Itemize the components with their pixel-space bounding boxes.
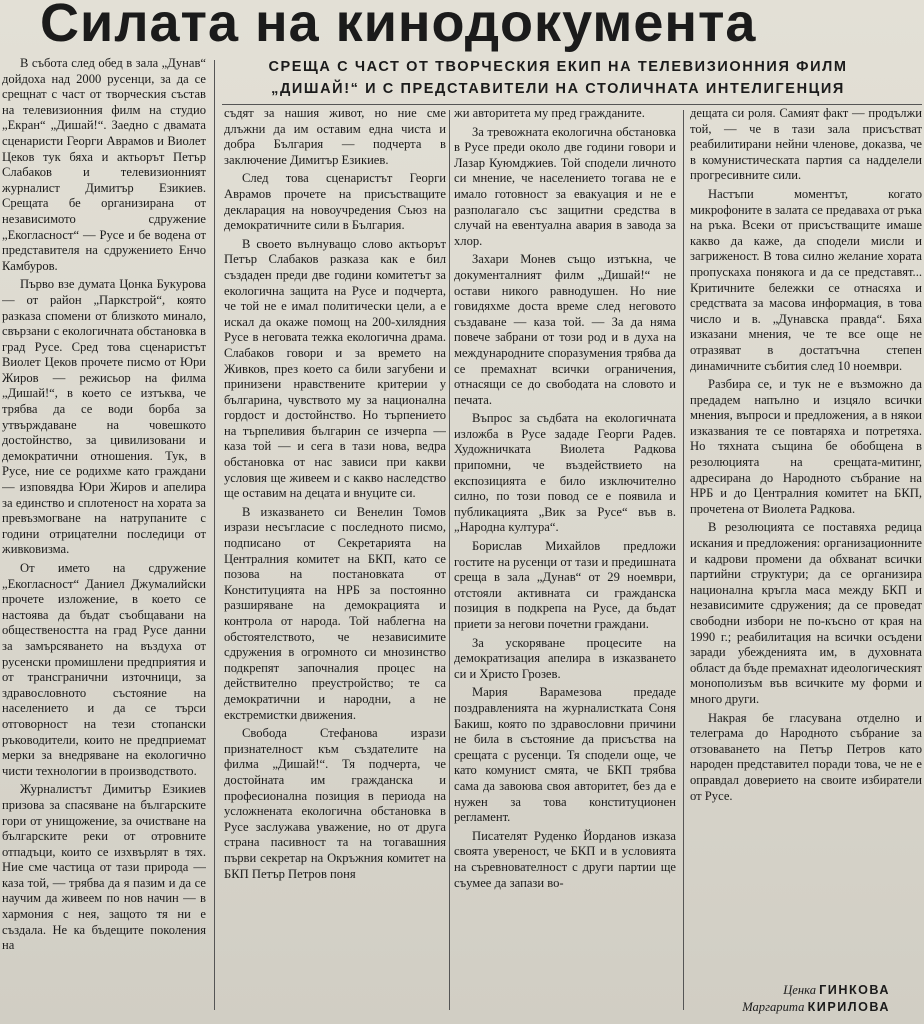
paragraph: Писателят Руденко Йорданов изказа своята увереност, че БКП и в условията на съревнователност с други партии ще съумее да запази во- [454, 828, 676, 890]
paragraph: жи авторитета му пред гражданите. [454, 106, 645, 120]
subheadline-line-2: „ДИШАЙ!“ И С ПРЕДСТАВИТЕЛИ НА СТОЛИЧНАТА ИНТЕЛИГЕНЦИЯ [271, 81, 845, 97]
paragraph: Захари Монев също изтъкна, че документалният филм „Дишай!“ не остави никого равнодушен. Но ние говидяхме доста време след неговото създаване — каза той. — За да няма повече забрани от този род и в духа на международните споразумения трябва да се премахнат всички ограничения, отнасящи се до свободата на словото и печата. [454, 252, 676, 407]
paragraph: Първо взе думата Цонка Букурова — от район „Паркстрой“, която разказа спомени от близкото минало, свързани с екологичната обстановка в град Русе. Сред това сценаристът Виолет Цеков прочете писмо от Юри Жиров — режисьор на филма „Дишай!“, в което се изтъква, че трябва да се води борба за утвърждаване на човешкото достойнство, за цивилизовани и демократични отношения. Тук, в Русе, ние се родихме като граждани — изповядва Юри Жиров и апелира за единство и сплотеност на хората за превъзмогване на натрупаните с години отрицателни последици от живковизма. [2, 277, 206, 557]
author-1-last-name: ГИНКОВА [819, 983, 890, 997]
paragraph: Въпрос за съдбата на екологичната изложба в Русе зададе Георги Радев. Художничката Виолета Радкова припомни, че въздействието на експозицията е било изключително силно, по този повод се е появила и публикацията „Вик за Русе“ във в. „Народна култура“. [454, 411, 676, 535]
author-2 [690, 999, 890, 1016]
paragraph: За тревожната екологична обстановка в Русе преди около две години говори и Лазар Куюмджиев. Той сподели личното си мнение, че населението тогава не е имало готовност за евакуация и не е разполагало със защитни средства в случай на евентуална авария в завода за хлор. [454, 124, 676, 248]
author-1-first-name: Ценка [783, 983, 816, 997]
paragraph: Настъпи моментът, когато микрофоните в залата се предаваха от ръка на ръка. Всеки от присъстващите имаше какво да каже, да сподели мисли и загриженост. В това силно желание хората пропускаха понякога и да се представят... Критичните бележки се отнасяха и средствата за масова информация, в това число и в. „Дунавска правда“. Бяха изказани мнения, че те все още не отразяват в достатъчна степен динамичните събития след 10 ноември. [690, 186, 922, 373]
author-1 [690, 982, 890, 999]
column-divider-2 [449, 110, 450, 1010]
paragraph: В изказването си Венелин Томов изрази несъгласие с последното писмо, подписано от Секретарията на Централния комитет на БКП, като се позова на постановката от Конституцията на НРБ за постоянно разширяване на демокрацията и контрола от народа. Той наблегна на обстоятелството, че независимите сдружения в огромното си мнозинство подкрепят започналия процес на действително преустройство; те са демократични и народни, а не екстремистки движения. [224, 504, 446, 722]
paragraph: След това сценаристът Георги Аврамов прочете на присъстващите декларация на новоучредения Съюз на демократичните сили в България. [224, 171, 446, 233]
author-signature [690, 982, 890, 1016]
paragraph: Разбира се, и тук не е възможно да предадем напълно и изцяло всички мнения, въпроси и предложения, а в някои изказвания те се повтаряха и потретяха. Но тяхната същина бе обобщена в резолюцията на срещата-митинг, адресирана до Народното събрание на НРБ и до Централния комитет на БКП, прочетена от Виолета Радкова. [690, 377, 922, 516]
paragraph: Борислав Михайлов предложи гостите на русенци от тази и предишната среща в зала „Дунав“ от 29 ноември, отстояли активната си гражданска позиция в подкрепа на Русе, да бъдат приети за негови почетни граждани. [454, 539, 676, 631]
author-2-last-name: КИРИЛОВА [807, 1000, 890, 1014]
paragraph: В резолюцията се поставяха редица искания и предложения: организационните и кадрови промени да обхванат всички партийни структури; да се организира национална кръгла маса между БКП и независимите сдружения; да се проведат свободни избори не по-късно от края на 1990 г.; реабилитация на всички осъдени заради убежденията им, в духовната област да бъде премахнат идеологическият монополизъм във всичките му форми и много други. [690, 520, 922, 706]
author-2-first-name: Маргарита [742, 1000, 805, 1014]
column-divider-3 [683, 110, 684, 1010]
paragraph: Накрая бе гласувана отделно и телеграма до Народното събрание за отзоваването на Петър Петров като народен представител поради това, че не е оправдал доверието на своите избиратели от Русе. [690, 710, 922, 803]
paragraph: Журналистът Димитър Езикиев призова за спасяване на българските гори от унищожение, за очистване на българските реки от отровните отпадъци, които се изхвърлят в тях. Ние сме частица от тази природа — каза той, — трябва да я пазим и да се научим да живеем по нов начин — в хармония с нея, защото тя ни е създала. Не ка бъдещите поколения на [2, 782, 206, 953]
article-subheadline [228, 56, 888, 100]
paragraph: В събота след обед в зала „Дунав“ дойдоха над 2000 русенци, за да се срещнат с част от творческия състав на телевизионния филм на студио „Екран“ „Дишай!“. Заедно с двамата сценаристи Георги Аврамов и Виолет Цеков тук бяха и актьорът Петър Слабаков и телевизионният журналист Димитър Езикиев. Срещата бе организирана от независимото сдружение „Екогласност“ — Русе и бе водена от представителя на сдружението Енчо Камбуров. [2, 56, 206, 273]
paragraph: дещата си роля. Самият факт — продължи той, — че в тази зала присъстват реабилитирани нейни членове, доказва, че в комунистическата партия са надделели прогресивните сили. [690, 106, 922, 183]
paragraph: В своето вълнуващо слово актьорът Петър Слабаков разказа как е бил създаден преди две години комитетът за екологична защита на Русе и подчерта, че той не е имал политически цели, а е искал да окаже помощ на 200-хилядния Русе в неговата тежка екологична драма. Слабаков говори и за времето на Живков, през което са били загубени и принизени нравствените критерии у българина, чувството му за национална гордост и достойнство. Но търпението на търпеливия българин се изчерпа — каза той — и сега в тази нова, ведра обстановка от нас зависи при какви условия ще живеем и с какво наследство ще оставим на децата и внуците си. [224, 236, 446, 501]
article-column-4 [690, 106, 922, 976]
paragraph: съдят за нашия живот, но ние сме длъжни да им оставим една чиста и добра България — подчерта в заключение Димитър Езикиев. [224, 106, 446, 167]
paragraph: За ускоряване процесите на демократизация апелира в изказването си и Христо Грозев. [454, 635, 676, 681]
article-column-2 [224, 106, 446, 1016]
article-headline: Силата на кинодокумента [40, 0, 757, 53]
article-column-3 [454, 106, 676, 1016]
paragraph: От името на сдружение „Екогласност“ Даниел Джумалийски прочете изложение, в което се настоява да бъдат съобщавани на обществеността на град Русе данни за замърсяването на въздуха от русенски промишлени предприятия и от трансгранични източници, за здравословното състояние на населението и да се търси отговорност на тези стопански ръководители, които не предприемат мерки за внедряване на екологично чисти технологии в производството. [2, 561, 206, 778]
column-divider-1 [214, 60, 215, 1010]
paragraph: Мария Варамезова предаде поздравленията на журналистката Соня Бакиш, която по здравословни причини не била в състояние да присъства на срещата с русенци. Тя сподели още, че като комунист смята, че БКП трябва сама да завоюва своя авторитет, без да е нужен за това конституционен регламент. [454, 685, 676, 825]
article-column-1 [2, 56, 206, 1016]
paragraph: Свобода Стефанова изрази признателност към създателите на филма „Дишай!“. Тя подчерта, че достойната им гражданска и професионална позиция в периода на усложнената екологична обстановка в Русе заслужава уважение, но от друга страна пасивност та на тогавашния първи секретар на Окръжния комитет на БКП Петър Петров поня [224, 726, 446, 881]
subheadline-rule [222, 104, 922, 105]
subheadline-line-1: СРЕЩА С ЧАСТ ОТ ТВОРЧЕСКИЯ ЕКИП НА ТЕЛЕВИЗИОННИЯ ФИЛМ [268, 59, 848, 75]
